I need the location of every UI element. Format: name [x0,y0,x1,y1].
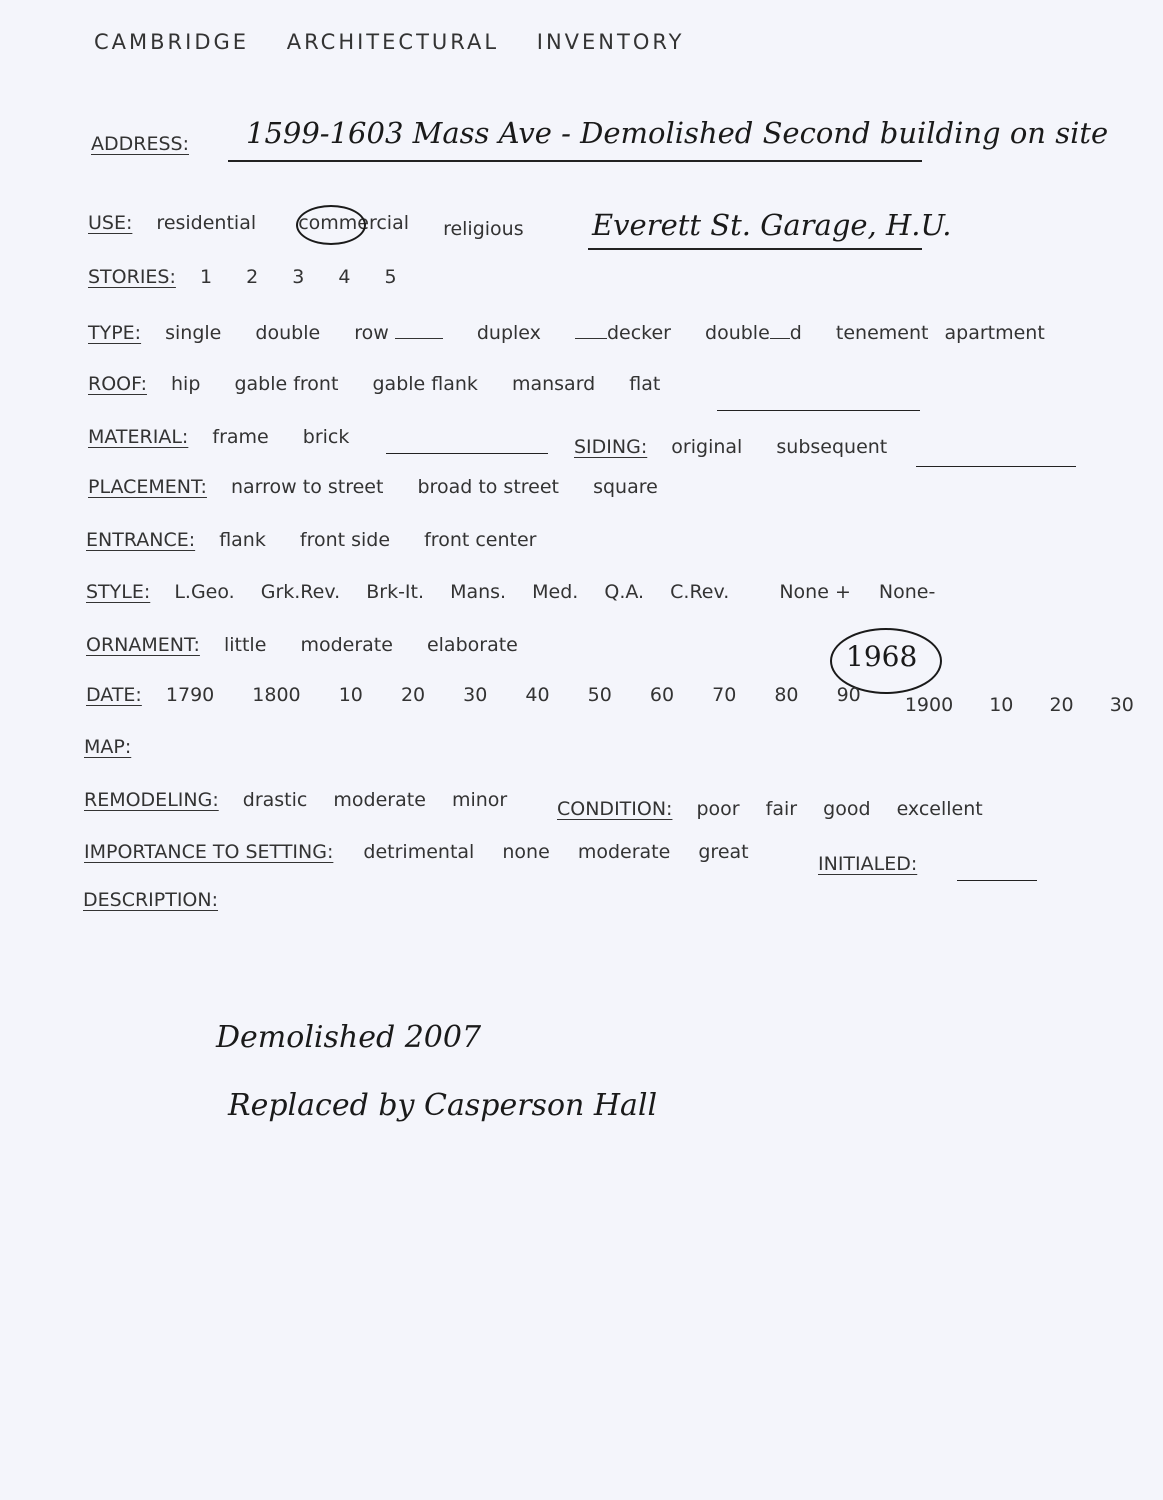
material-label: MATERIAL: [88,426,189,448]
date-1810[interactable]: 10 [338,684,363,706]
condition-poor[interactable]: poor [696,798,740,820]
roof-gable-front[interactable]: gable front [234,373,339,395]
description-handwritten-line2[interactable]: Replaced by Casperson Hall [228,1088,658,1123]
header-word-1: CAMBRIDGE [94,30,250,54]
roof-hip[interactable]: hip [171,373,201,395]
style-qa[interactable]: Q.A. [604,581,645,603]
importance-label: IMPORTANCE TO SETTING: [84,841,334,863]
address-label: ADDRESS: [91,133,189,155]
style-mans[interactable]: Mans. [450,581,507,603]
importance-great[interactable]: great [698,841,749,863]
date-1910[interactable]: 10 [989,694,1014,716]
roof-gable-flank[interactable]: gable flank [372,373,478,395]
placement-broad[interactable]: broad to street [417,476,560,498]
type-label: TYPE: [88,322,142,344]
initialed-row [818,853,935,875]
date-1830[interactable]: 30 [463,684,488,706]
date-1790[interactable]: 1790 [165,684,215,706]
remodeling-drastic[interactable]: drastic [242,789,308,811]
date-handwritten[interactable]: 1968 [846,640,918,673]
siding-other-line[interactable] [916,466,1076,467]
entrance-row [86,529,564,551]
type-double[interactable]: double [255,322,321,344]
date-1820[interactable]: 20 [400,684,426,706]
style-grkrev[interactable]: Grk.Rev. [260,581,341,603]
stories-2[interactable]: 2 [246,266,259,288]
style-crev[interactable]: C.Rev. [670,581,730,603]
condition-fair[interactable]: fair [765,798,798,820]
siding-subsequent[interactable]: subsequent [776,436,888,458]
style-none-minus[interactable]: None- [878,581,936,603]
date-1850[interactable]: 50 [587,684,612,706]
type-duplex[interactable]: duplex [476,322,541,344]
type-single[interactable]: single [165,322,222,344]
type-tenement[interactable]: tenement [835,322,929,344]
condition-excellent[interactable]: excellent [896,798,983,820]
type-row [88,320,1073,344]
description-handwritten-line1[interactable]: Demolished 2007 [216,1020,482,1055]
roof-label: ROOF: [88,373,147,395]
placement-square[interactable]: square [593,476,658,498]
type-d: d [789,322,802,344]
use-handwritten[interactable]: Everett St. Garage, H.U. [592,208,952,242]
importance-moderate[interactable]: moderate [577,841,671,863]
stories-label: STORIES: [88,266,176,288]
description-label: DESCRIPTION: [83,889,219,911]
date-1880[interactable]: 80 [774,684,799,706]
type-double-d[interactable]: double [705,322,770,344]
date-label: DATE: [86,684,142,706]
map-row [84,736,149,758]
date-1890[interactable]: 90 [836,684,861,706]
use-religious[interactable]: religious [443,218,524,240]
stories-row [88,266,425,288]
type-apartment[interactable]: apartment [944,322,1045,344]
date-1840[interactable]: 40 [525,684,550,706]
header-word-2: ARCHITECTURAL [286,30,500,54]
address-row [91,133,207,155]
map-label: MAP: [84,736,132,758]
initialed-label: INITIALED: [818,853,918,875]
address-handwritten[interactable]: 1599-1603 Mass Ave - Demolished Second building on site [246,116,1109,150]
header-word-3: INVENTORY [536,30,685,54]
use-label: USE: [88,212,133,234]
ornament-label: ORNAMENT: [86,634,200,656]
type-row-blank[interactable] [395,320,443,339]
roof-other-line[interactable] [717,410,920,411]
entrance-label: ENTRANCE: [86,529,196,551]
material-frame[interactable]: frame [212,426,269,448]
siding-row [574,436,915,458]
condition-good[interactable]: good [823,798,871,820]
remodeling-minor[interactable]: minor [451,789,508,811]
remodeling-label: REMODELING: [84,789,219,811]
roof-row [88,373,688,395]
style-none-plus[interactable]: None + [779,581,851,603]
entrance-front-side[interactable]: front side [299,529,391,551]
importance-none[interactable]: none [502,841,550,863]
stories-5[interactable]: 5 [384,266,397,288]
condition-row [557,798,1011,820]
ornament-little[interactable]: little [223,634,267,656]
use-commercial[interactable]: commercial [298,212,410,234]
material-other-line[interactable] [386,453,548,454]
date-1930[interactable]: 30 [1109,694,1134,716]
use-line [588,248,922,250]
ornament-moderate[interactable]: moderate [300,634,393,656]
placement-row [88,476,686,498]
form-header [94,30,712,54]
type-double-d-blank [770,320,790,339]
style-label: STYLE: [86,581,151,603]
placement-narrow[interactable]: narrow to street [231,476,384,498]
roof-flat[interactable]: flat [629,373,661,395]
roof-mansard[interactable]: mansard [511,373,596,395]
date-1870[interactable]: 70 [712,684,737,706]
remodeling-moderate[interactable]: moderate [333,789,426,811]
description-row [83,889,236,911]
date-1800[interactable]: 1800 [252,684,301,706]
placement-label: PLACEMENT: [88,476,207,498]
stories-4[interactable]: 4 [338,266,351,288]
ornament-row [86,634,546,656]
siding-label: SIDING: [574,436,648,458]
entrance-flank[interactable]: flank [219,529,266,551]
style-med[interactable]: Med. [532,581,579,603]
address-line [228,160,922,162]
commercial-selection-circle [296,205,366,245]
importance-row [84,841,777,863]
use-residential[interactable]: residential [156,212,257,234]
material-row [88,426,377,448]
importance-detrimental[interactable]: detrimental [363,841,475,863]
type-decker[interactable]: decker [606,322,671,344]
ornament-elaborate[interactable]: elaborate [426,634,518,656]
type-decker-blank[interactable] [575,320,607,339]
initialed-line[interactable] [957,880,1037,881]
date-1920[interactable]: 20 [1049,694,1074,716]
type-row-option[interactable]: row [354,322,389,344]
date-1900[interactable]: 1900 [904,694,954,716]
date-1860[interactable]: 60 [649,684,675,706]
condition-label: CONDITION: [557,798,673,820]
date-row [86,684,1134,716]
style-lgeo[interactable]: L.Geo. [174,581,235,603]
stories-3[interactable]: 3 [292,266,305,288]
siding-original[interactable]: original [671,436,743,458]
entrance-front-center[interactable]: front center [424,529,537,551]
material-brick[interactable]: brick [302,426,350,448]
style-brkit[interactable]: Brk-It. [366,581,425,603]
remodeling-row [84,789,535,811]
stories-1[interactable]: 1 [199,266,213,288]
style-row [86,581,963,603]
